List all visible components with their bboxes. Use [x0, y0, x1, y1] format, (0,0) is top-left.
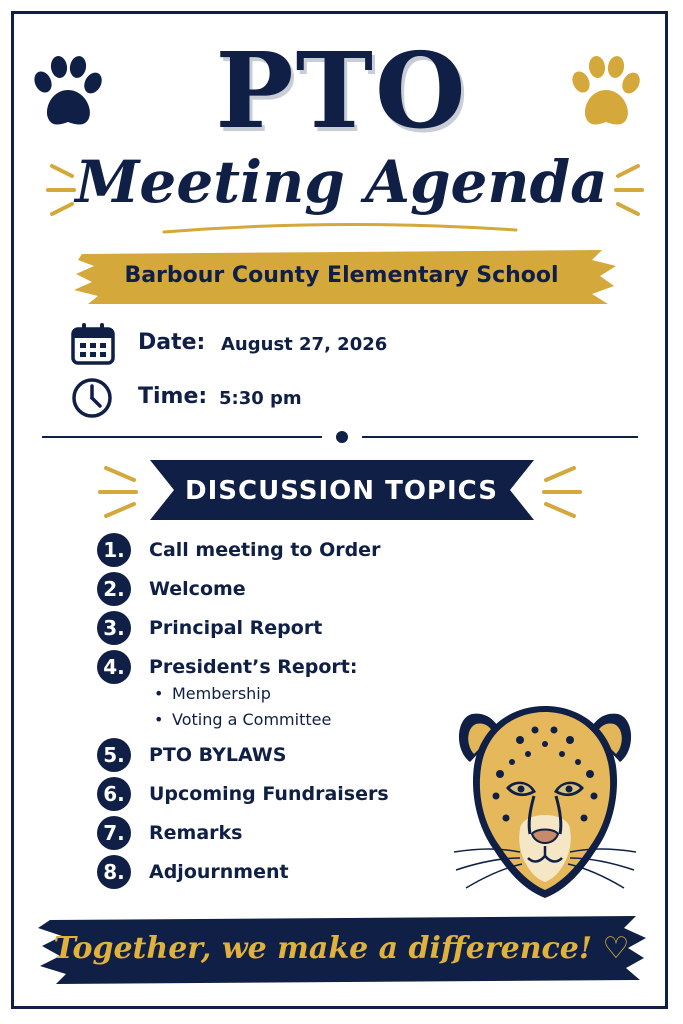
agenda-sub-item [154, 684, 271, 704]
agenda-number: 3. [97, 611, 131, 645]
agenda-number: 2. [97, 572, 131, 606]
banner-right-sparkles [536, 462, 584, 522]
agenda-item-label: Principal Report [149, 617, 323, 639]
footer-motto: Together, we make a difference! ♡ [53, 931, 630, 966]
bullet-icon: • [154, 684, 164, 703]
date-value: August 27, 2026 [221, 334, 388, 355]
agenda-sub-item [154, 710, 331, 730]
agenda-item-label: Adjournment [149, 861, 289, 883]
discussion-topics-heading: DISCUSSION TOPICS [185, 476, 498, 506]
agenda-item-label: Upcoming Fundraisers [149, 783, 389, 805]
date-label: Date: [138, 330, 206, 355]
agenda-item-label: PTO BYLAWS [149, 744, 287, 766]
agenda-number: 5. [97, 738, 131, 772]
banner-left-sparkles [96, 462, 144, 522]
time-label: Time: [138, 384, 208, 409]
agenda-number: 6. [97, 777, 131, 811]
calendar-icon [70, 322, 116, 366]
agenda-sub-item-label: Membership [172, 684, 271, 703]
school-name: Barbour County Elementary School [124, 263, 559, 288]
clock-icon [70, 376, 114, 420]
agenda-item-label: Welcome [149, 578, 246, 600]
agenda-item-label: President’s Report: [149, 656, 358, 678]
agenda-item-label: Remarks [149, 822, 243, 844]
agenda-number: 7. [97, 816, 131, 850]
agenda-item-label: Call meeting to Order [149, 539, 381, 561]
bullet-icon: • [154, 710, 164, 729]
agenda-sub-item-label: Voting a Committee [172, 710, 332, 729]
subtitle-underline [160, 218, 520, 238]
agenda-number: 8. [97, 855, 131, 889]
section-divider [40, 428, 640, 446]
title-meeting-agenda: Meeting Agenda [75, 148, 608, 216]
agenda-number: 4. [97, 650, 131, 684]
agenda-number: 1. [97, 533, 131, 567]
leopard-mascot [450, 700, 640, 910]
time-value: 5:30 pm [219, 388, 302, 409]
title-pto: PTO [215, 29, 468, 152]
